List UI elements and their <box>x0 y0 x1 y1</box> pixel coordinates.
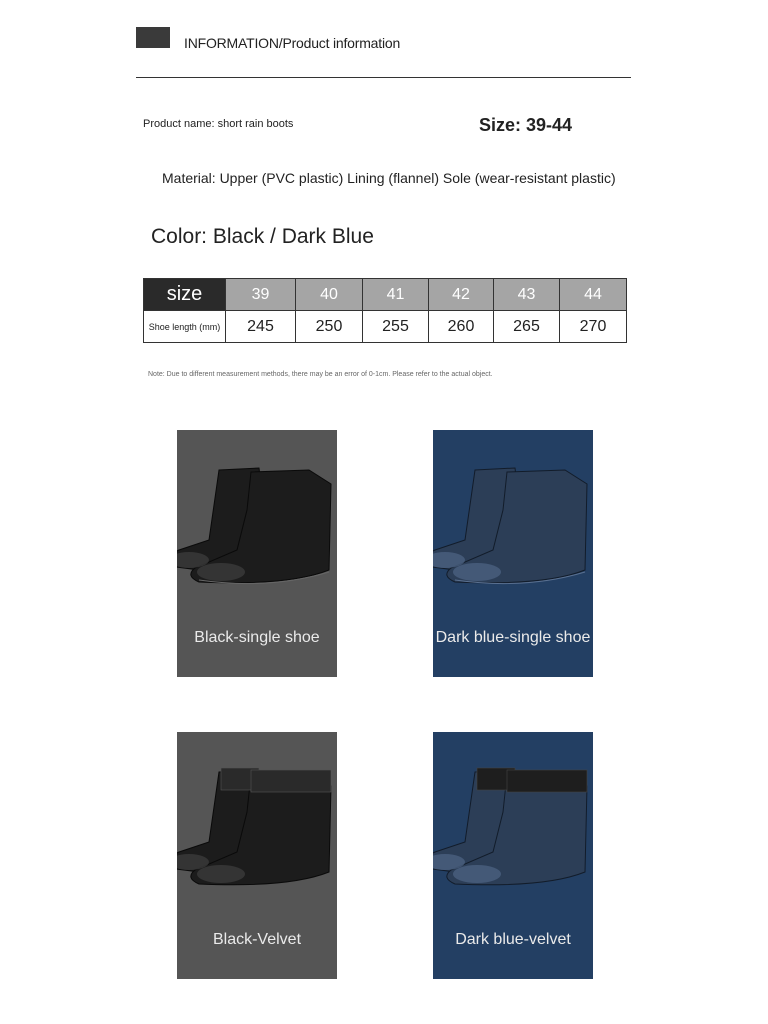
size-cell: 41 <box>363 279 429 311</box>
length-cell: 265 <box>494 311 560 343</box>
variant-card-darkblue-velvet[interactable] <box>433 732 593 979</box>
rain-boots-image <box>433 460 593 590</box>
length-cell: 270 <box>560 311 627 343</box>
variant-card-black-velvet[interactable] <box>177 732 337 979</box>
size-header-cell: size <box>144 279 226 311</box>
variant-card-darkblue-single[interactable] <box>433 430 593 677</box>
shoe-length-row <box>144 311 627 343</box>
header-divider <box>136 77 631 78</box>
size-cell: 42 <box>429 279 494 311</box>
variant-label: Black-Velvet <box>212 931 302 948</box>
size-range: Size: 39-44 <box>479 115 573 135</box>
size-chart-table <box>143 278 627 343</box>
header-color-block <box>136 27 170 48</box>
length-cell: 245 <box>226 311 296 343</box>
color-options: Color: Black / Dark Blue <box>151 225 374 248</box>
size-cell: 40 <box>296 279 363 311</box>
size-cell: 44 <box>560 279 627 311</box>
size-row <box>144 279 627 311</box>
variant-label: Dark blue-single shoe <box>435 629 591 646</box>
variant-label: Black-single shoe <box>194 629 320 646</box>
length-cell: 255 <box>363 311 429 343</box>
length-cell: 260 <box>429 311 494 343</box>
length-cell: 250 <box>296 311 363 343</box>
material-description: Material: Upper (PVC plastic) Lining (flannel) Sole (wear-resistant plastic) <box>162 170 616 186</box>
shoe-length-header-cell: Shoe length (mm) <box>144 311 226 343</box>
variant-label: Dark blue-velvet <box>455 931 571 948</box>
product-name: Product name: short rain boots <box>143 118 294 130</box>
rain-boots-image <box>177 762 337 892</box>
variant-card-black-single[interactable] <box>177 430 337 677</box>
section-title: INFORMATION/Product information <box>184 35 401 51</box>
rain-boots-image <box>433 762 593 892</box>
rain-boots-image <box>177 460 337 590</box>
size-cell: 43 <box>494 279 560 311</box>
measurement-note: Note: Due to different measurement methods, there may be an error of 0-1cm. Please refer to the actual object. <box>148 371 493 378</box>
size-cell: 39 <box>226 279 296 311</box>
